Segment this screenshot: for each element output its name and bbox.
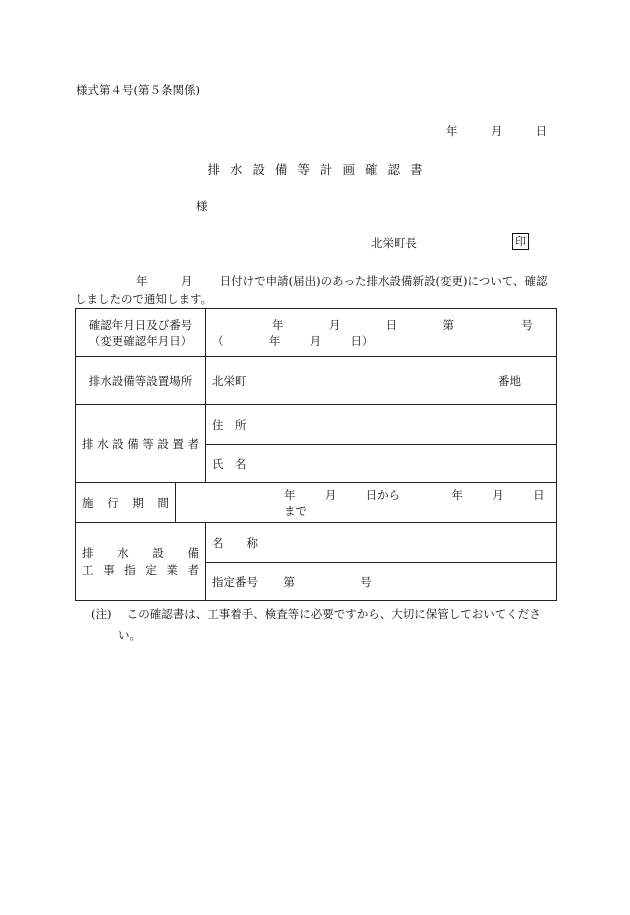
body-line1-rest: 日付けで申請(届出)のあった排水設備新設(変更)について、確認: [219, 274, 548, 288]
date-month: 月: [490, 124, 503, 138]
installer-address-label: 住 所: [206, 405, 557, 445]
addressee-suffix: 様: [196, 199, 208, 213]
seal-mark: 印: [512, 233, 529, 250]
note-line2: い。: [118, 628, 141, 642]
date-line: [446, 123, 547, 139]
row-contractor-name: [76, 523, 557, 563]
value-construction-period: 年 月 日から 年 月 日まで: [176, 483, 557, 523]
label-construction-period: 施 行 期 間: [76, 483, 176, 523]
form-id: 様式第４号(第５条関係): [76, 83, 200, 97]
body-year: 年: [136, 274, 148, 288]
label-confirmation-date: 確認年月日及び番号 （変更確認年月日）: [76, 309, 206, 357]
row-construction-period: [76, 483, 557, 523]
label-contractor: 排水設備 工事指定業者: [76, 523, 206, 601]
document-title: 排水設備等計画確認書: [207, 162, 433, 177]
confirmation-table: [75, 308, 557, 601]
body-text: [75, 272, 548, 308]
issuer-name: 北栄町長: [371, 236, 417, 250]
note-marker: (注): [91, 607, 112, 621]
row-installer-address: [76, 405, 557, 445]
date-year: 年: [446, 124, 458, 138]
contractor-name-label: 名 称: [206, 523, 557, 563]
value-installation-location: 北栄町 番地: [206, 357, 557, 405]
row-installation-location: [76, 357, 557, 405]
label-installer: 排水設備等設置者: [76, 405, 206, 483]
row-confirmation-date: [76, 309, 557, 357]
installer-name-label: 氏 名: [206, 445, 557, 483]
value-confirmation-date: 年 月 日 第 号 （ 年 月 日）: [206, 309, 557, 357]
date-day: 日: [535, 124, 548, 138]
label-installation-location: 排水設備等設置場所: [76, 357, 206, 405]
body-line2: しましたので通知します。: [75, 292, 213, 306]
note: [91, 604, 541, 646]
contractor-number: 指定番号 第 号: [206, 563, 557, 601]
body-month: 月: [180, 274, 193, 288]
note-line1: この確認書は、工事着手、検査等に必要ですから、大切に保管しておいてくださ: [126, 607, 541, 621]
